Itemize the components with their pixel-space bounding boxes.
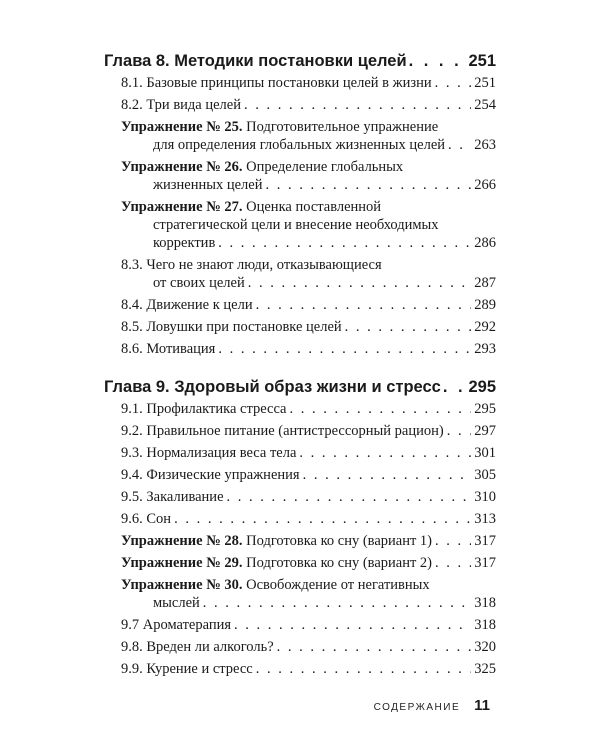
section-entry — [104, 74, 496, 92]
entry-text — [121, 466, 300, 484]
section-entry — [104, 256, 496, 292]
entry-line — [121, 216, 496, 234]
entry-title: Определение глобальных — [246, 159, 404, 175]
entry-title: стратегической цели и внесение необходимых — [153, 217, 439, 233]
entry-page-number: 325 — [474, 661, 496, 677]
entry-text — [121, 444, 296, 462]
entry-text — [121, 74, 432, 92]
entry-page-number: 305 — [474, 467, 496, 483]
entry-title: Освобождение от негативных — [246, 577, 430, 593]
entry-text — [121, 318, 342, 336]
exercise-label: Упражнение № 26. — [121, 159, 243, 175]
entry-line — [121, 532, 496, 550]
entry-line — [121, 274, 496, 292]
entry-title: от своих целей — [153, 275, 245, 291]
chapter-title — [104, 376, 496, 398]
entry-text — [153, 136, 445, 154]
entry-text — [121, 576, 430, 594]
section-entry — [104, 96, 496, 114]
entry-line — [121, 400, 496, 418]
entry-text — [153, 274, 245, 292]
entry-page-number: 318 — [474, 595, 496, 611]
entry-page-number: 301 — [474, 445, 496, 461]
entry-text — [121, 198, 381, 216]
section-entry — [104, 660, 496, 678]
entry-page-number: 266 — [474, 177, 496, 193]
entry-line — [121, 576, 496, 594]
entry-line — [121, 340, 496, 358]
entry-page-number: 313 — [474, 511, 496, 527]
dot-leader — [265, 176, 471, 194]
entry-title: 8.1. Базовые принципы постановки целей в жизни — [121, 75, 432, 91]
entry-line — [121, 198, 496, 216]
exercise-entry — [104, 554, 496, 572]
entry-page-number: 292 — [474, 319, 496, 335]
section-entry — [104, 488, 496, 506]
exercise-entry — [104, 532, 496, 550]
entry-text — [121, 118, 438, 136]
entry-page-number: 297 — [474, 423, 496, 439]
entry-text — [153, 234, 215, 252]
entry-line — [121, 554, 496, 572]
section-entry — [104, 340, 496, 358]
dot-leader — [244, 96, 471, 114]
entry-text — [121, 532, 432, 550]
entry-page-number: 251 — [474, 75, 496, 91]
entry-line — [121, 96, 496, 114]
entry-title: жизненных целей — [153, 177, 263, 193]
dot-leader — [218, 234, 471, 252]
entry-page-number: 293 — [474, 341, 496, 357]
section-entry — [104, 318, 496, 336]
entry-line — [121, 488, 496, 506]
chapter-title-text: Глава 8. Методики постановки целей — [104, 52, 407, 70]
entry-title: 8.6. Мотивация — [121, 341, 216, 357]
entry-page-number: 317 — [474, 555, 496, 571]
page-footer — [0, 697, 490, 715]
entry-line — [121, 176, 496, 194]
entry-page-number: 286 — [474, 235, 496, 251]
entry-page-number: 254 — [474, 97, 496, 113]
dot-leader — [435, 554, 471, 572]
entry-title: 9.2. Правильное питание (антистрессорный рацион) — [121, 423, 444, 439]
chapter-page-number: 251 — [468, 52, 496, 70]
entry-title: для определения глобальных жизненных целей — [153, 137, 446, 153]
entry-line — [121, 256, 496, 274]
section-entry — [104, 466, 496, 484]
entry-page-number: 263 — [474, 137, 496, 153]
entry-text — [121, 296, 253, 314]
dot-leader — [303, 466, 472, 484]
entry-text — [121, 340, 215, 358]
dot-leader — [435, 74, 472, 92]
entry-page-number: 317 — [474, 533, 496, 549]
running-header-label: СОДЕРЖАНИЕ — [373, 702, 461, 713]
entry-text — [121, 638, 274, 656]
dot-leader — [174, 510, 471, 528]
dot-leader — [248, 274, 472, 292]
entry-line — [121, 422, 496, 440]
dot-leader — [447, 422, 472, 440]
entry-title: Подготовка ко сну (вариант 2) — [246, 555, 433, 571]
entry-line — [121, 638, 496, 656]
dot-leader — [290, 400, 472, 418]
dot-leader — [443, 376, 467, 398]
entry-text — [121, 510, 171, 528]
entry-page-number: 320 — [474, 639, 496, 655]
entry-title: 9.1. Профилактика стресса — [121, 401, 287, 417]
entry-title: 8.5. Ловушки при постановке целей — [121, 319, 342, 335]
entry-page-number: 287 — [474, 275, 496, 291]
dot-leader — [218, 340, 471, 358]
entry-title: 9.9. Курение и стресс — [121, 661, 253, 677]
entry-title: 8.3. Чего не знают люди, отказывающиеся — [121, 257, 382, 273]
entry-title: 9.3. Нормализация веса тела — [121, 445, 297, 461]
entry-text — [121, 96, 241, 114]
entry-text — [121, 256, 382, 274]
entry-text — [153, 176, 262, 194]
exercise-label: Упражнение № 27. — [121, 199, 243, 215]
section-entry — [104, 616, 496, 634]
entry-line — [121, 74, 496, 92]
entry-text — [153, 594, 200, 612]
exercise-label: Упражнение № 29. — [121, 555, 243, 571]
page-number: 11 — [474, 697, 490, 714]
entry-line — [121, 296, 496, 314]
entry-text — [121, 158, 403, 176]
exercise-entry — [104, 118, 496, 154]
entry-title: мыслей — [153, 595, 200, 611]
entry-line — [121, 616, 496, 634]
entry-line — [121, 510, 496, 528]
entry-title: Подготовка ко сну (вариант 1) — [246, 533, 433, 549]
exercise-label: Упражнение № 25. — [121, 119, 243, 135]
entry-text — [153, 216, 439, 234]
entry-title: 9.5. Закаливание — [121, 489, 224, 505]
section-entry — [104, 510, 496, 528]
dot-leader — [227, 488, 472, 506]
entry-line — [121, 444, 496, 462]
entry-page-number: 295 — [474, 401, 496, 417]
entry-title: 8.4. Движение к цели — [121, 297, 253, 313]
dot-leader — [409, 50, 467, 72]
entry-title: 9.7 Ароматерапия — [121, 617, 232, 633]
entry-line — [121, 660, 496, 678]
chapter-page-number: 295 — [468, 378, 496, 396]
dot-leader — [256, 296, 472, 314]
entry-line — [121, 158, 496, 176]
entry-text — [121, 488, 224, 506]
section-entry — [104, 638, 496, 656]
entry-text — [121, 422, 444, 440]
entry-page-number: 289 — [474, 297, 496, 313]
chapter-title-text: Глава 9. Здоровый образ жизни и стресс — [104, 378, 441, 396]
entry-title: 9.8. Вреден ли алкоголь? — [121, 639, 274, 655]
entry-text — [121, 554, 432, 572]
dot-leader — [256, 660, 472, 678]
entry-line — [121, 118, 496, 136]
exercise-entry — [104, 158, 496, 194]
chapter-title — [104, 50, 496, 72]
entry-text — [121, 660, 253, 678]
exercise-entry — [104, 198, 496, 252]
section-entry — [104, 296, 496, 314]
dot-leader — [277, 638, 472, 656]
chapter-section — [104, 50, 496, 358]
chapter-section — [104, 376, 496, 678]
dot-leader — [448, 136, 471, 154]
entry-text — [121, 616, 231, 634]
entry-title: Оценка поставленной — [246, 199, 382, 215]
dot-leader — [299, 444, 471, 462]
dot-leader — [234, 616, 471, 634]
exercise-label: Упражнение № 28. — [121, 533, 243, 549]
entry-line — [121, 136, 496, 154]
entry-page-number: 310 — [474, 489, 496, 505]
entry-text — [121, 400, 287, 418]
entry-title: Подготовительное упражнение — [246, 119, 439, 135]
dot-leader — [435, 532, 471, 550]
entry-title: 8.2. Три вида целей — [121, 97, 241, 113]
entry-line — [121, 594, 496, 612]
entry-title: корректив — [153, 235, 216, 251]
dot-leader — [203, 594, 471, 612]
section-entry — [104, 444, 496, 462]
exercise-label: Упражнение № 30. — [121, 577, 243, 593]
exercise-entry — [104, 576, 496, 612]
entry-line — [121, 318, 496, 336]
entry-line — [121, 234, 496, 252]
table-of-contents — [104, 50, 496, 696]
section-entry — [104, 400, 496, 418]
dot-leader — [345, 318, 472, 336]
entry-title: 9.4. Физические упражнения — [121, 467, 300, 483]
section-entry — [104, 422, 496, 440]
entry-title: 9.6. Сон — [121, 511, 172, 527]
entry-line — [121, 466, 496, 484]
entry-page-number: 318 — [474, 617, 496, 633]
